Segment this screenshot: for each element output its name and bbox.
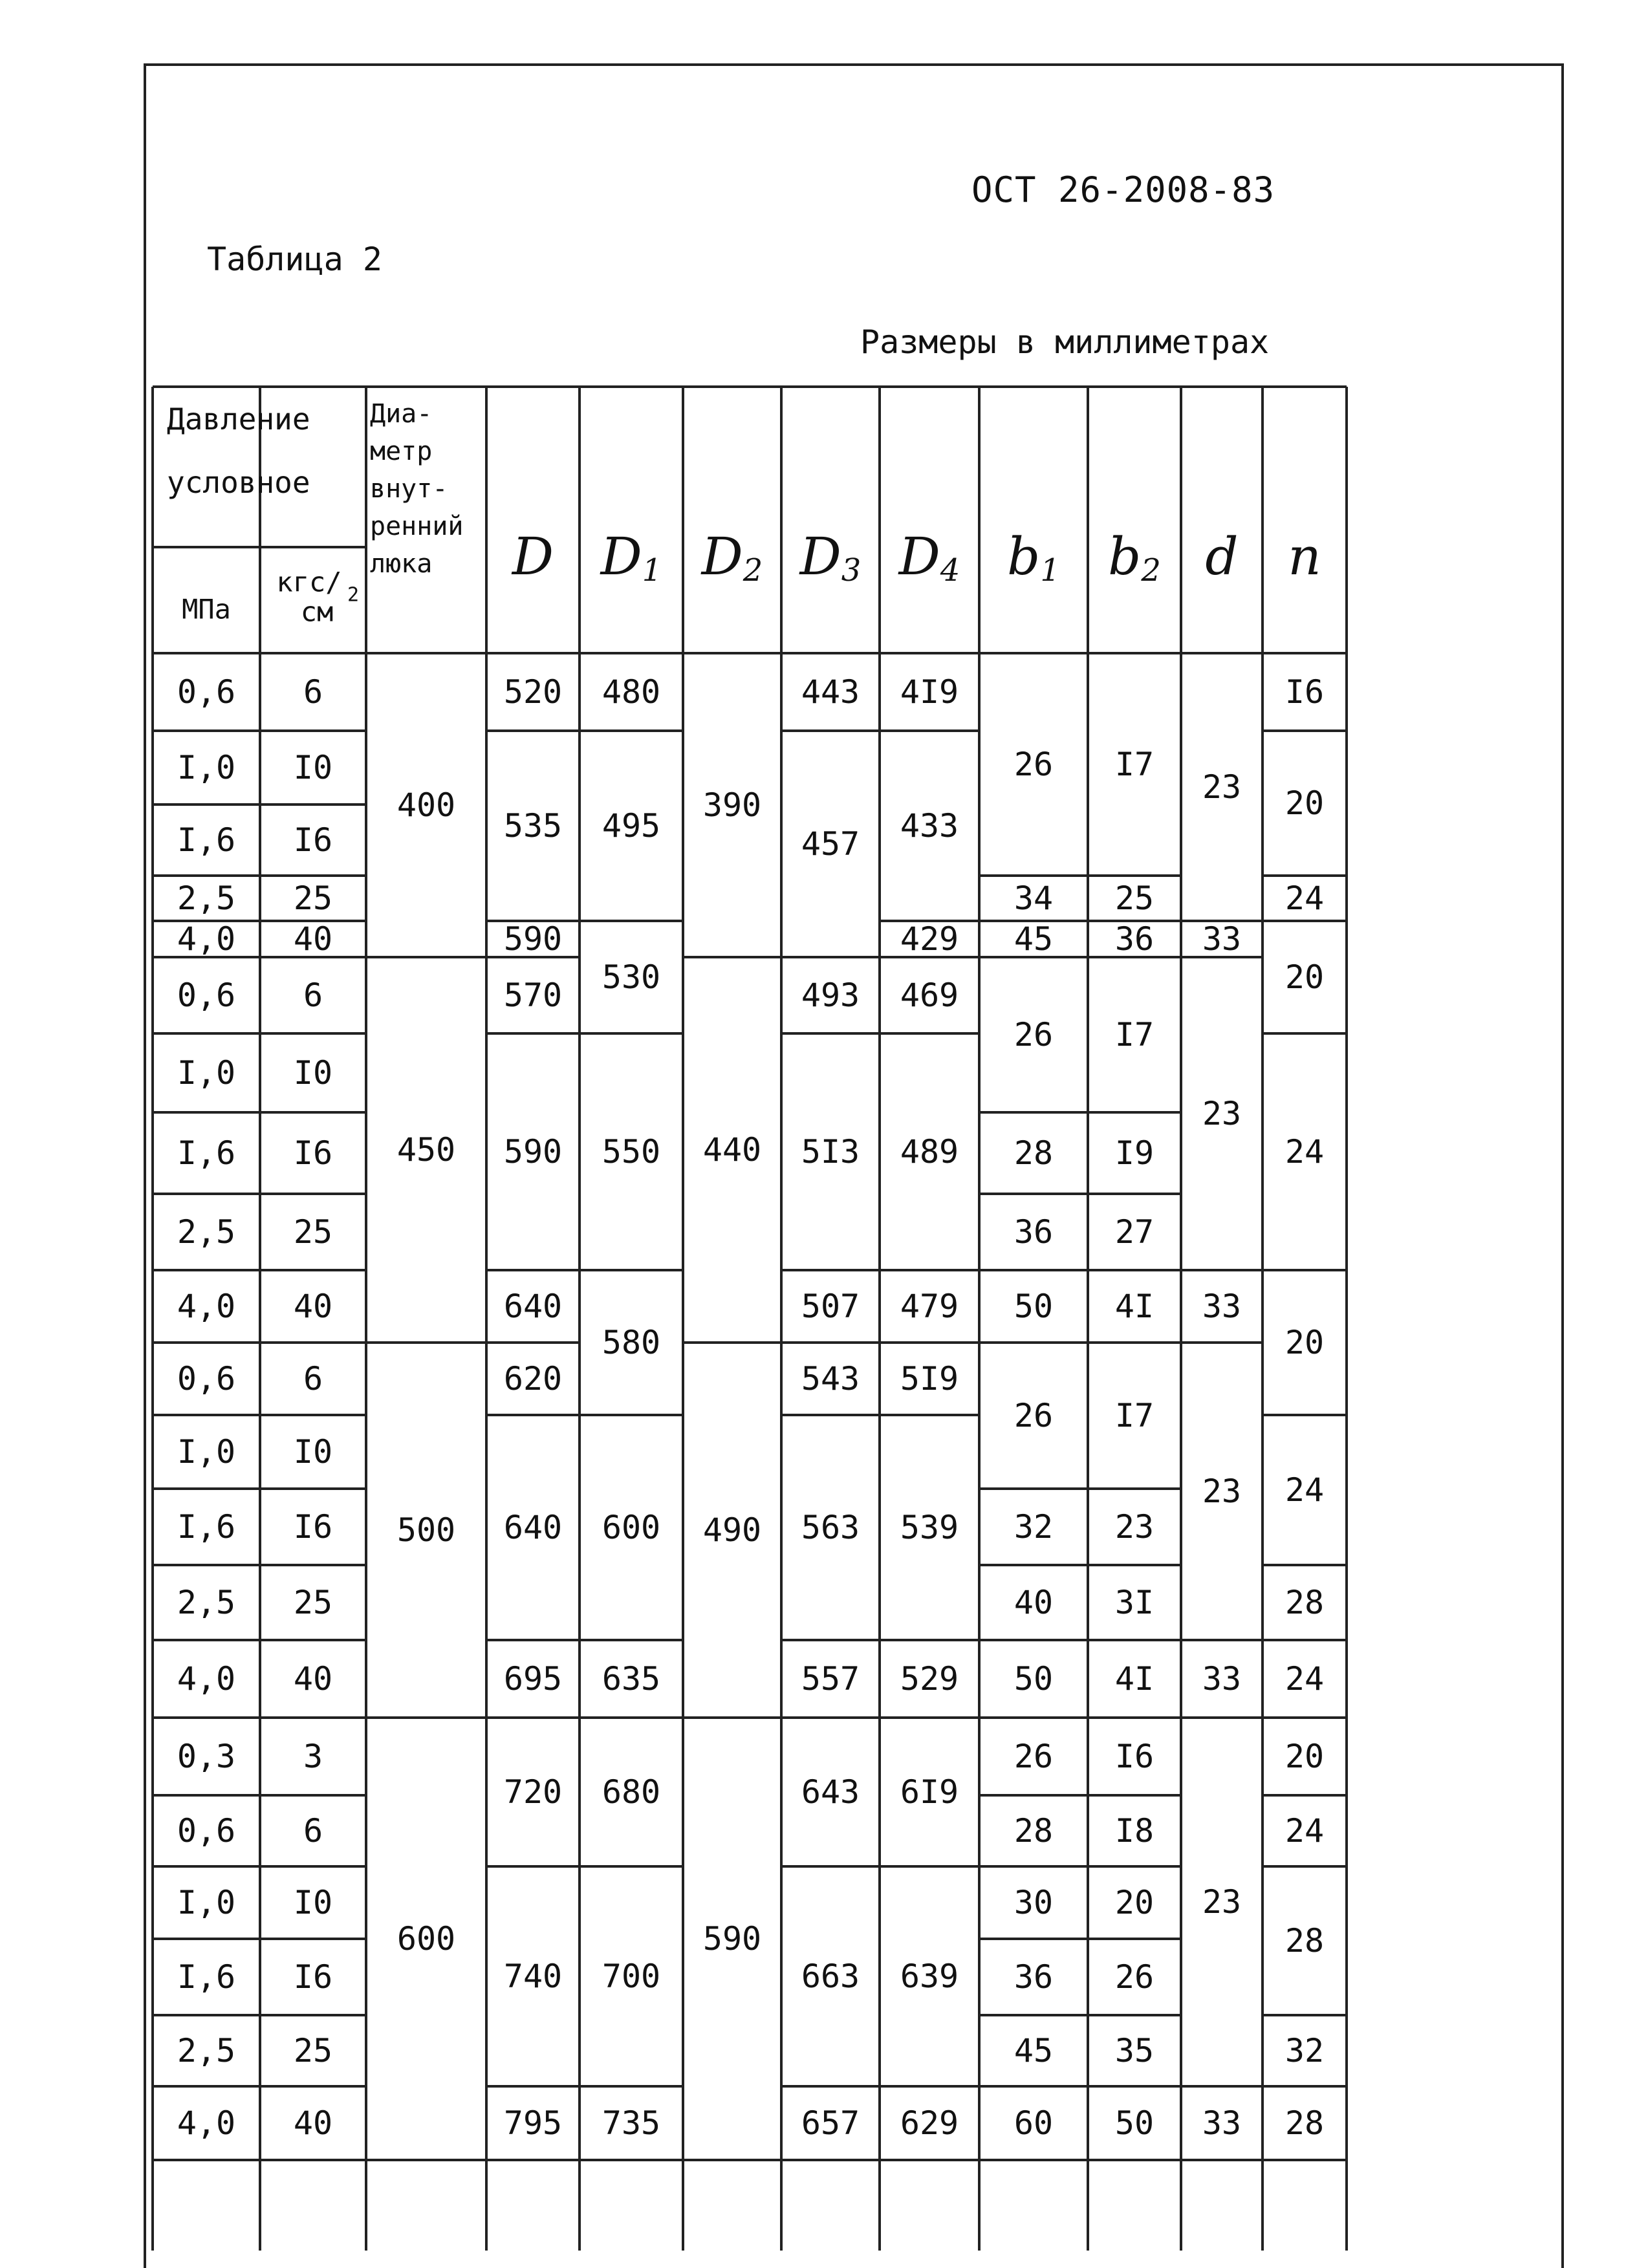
cell-value: 590 bbox=[702, 1920, 762, 1958]
cell-value: 20 bbox=[1285, 784, 1325, 822]
cell-mpa: 0,6 bbox=[177, 977, 236, 1014]
cell-value: 23 bbox=[1202, 1473, 1242, 1510]
cell-value: 663 bbox=[801, 1958, 860, 1995]
cell-value: 36 bbox=[1014, 1958, 1054, 1996]
header-D4: $D_4$ bbox=[898, 526, 960, 589]
cell-value: 50 bbox=[1014, 1288, 1054, 1325]
cell-value: 433 bbox=[900, 807, 959, 845]
cell-kgf: 40 bbox=[293, 1660, 333, 1698]
header-D2: $D_2$ bbox=[701, 526, 763, 589]
cell-value: 740 bbox=[503, 1958, 563, 1995]
cell-kgf: I6 bbox=[293, 1508, 333, 1546]
cell-value: 580 bbox=[602, 1324, 661, 1361]
cell-mpa: 2,5 bbox=[177, 1584, 236, 1621]
cell-value: 28 bbox=[1285, 1584, 1325, 1621]
cell-value: 26 bbox=[1114, 1958, 1154, 1996]
cell-value: 28 bbox=[1285, 2104, 1325, 2142]
cell-value: 700 bbox=[602, 1958, 661, 1995]
cell-value: 24 bbox=[1285, 1133, 1325, 1171]
cell-value: 50 bbox=[1114, 2104, 1154, 2142]
cell-value: 400 bbox=[396, 786, 456, 824]
cell-kgf: 3 bbox=[303, 1738, 323, 1775]
cell-mpa: 0,6 bbox=[177, 673, 236, 711]
cell-mpa: 4,0 bbox=[177, 1288, 236, 1325]
cell-kgf: 40 bbox=[293, 920, 333, 958]
cell-value: 24 bbox=[1285, 1660, 1325, 1698]
cell-value: 457 bbox=[801, 825, 860, 863]
header-diameter: метр bbox=[370, 437, 433, 466]
cell-value: 36 bbox=[1114, 920, 1154, 958]
cell-kgf: 40 bbox=[293, 2104, 333, 2142]
cell-kgf: 6 bbox=[303, 1812, 323, 1850]
cell-value: 3I bbox=[1114, 1584, 1154, 1621]
cell-kgf: I0 bbox=[293, 1054, 333, 1092]
header-n: n bbox=[1288, 526, 1321, 587]
cell-value: 680 bbox=[602, 1773, 661, 1811]
cell-value: 563 bbox=[801, 1509, 860, 1546]
cell-value: I7 bbox=[1114, 1397, 1154, 1434]
cell-value: 539 bbox=[900, 1509, 959, 1546]
units-note: Размеры в миллиметрах bbox=[860, 323, 1270, 361]
cell-value: 23 bbox=[1114, 1508, 1154, 1546]
cell-value: 450 bbox=[396, 1131, 456, 1169]
cell-value: 50 bbox=[1014, 1660, 1054, 1698]
cell-value: 489 bbox=[900, 1133, 959, 1171]
cell-value: 490 bbox=[702, 1511, 762, 1549]
table-title: Таблица 2 bbox=[207, 241, 382, 278]
cell-kgf: 6 bbox=[303, 977, 323, 1014]
cell-value: 535 bbox=[503, 807, 563, 845]
cell-value: 33 bbox=[1202, 920, 1242, 958]
cell-mpa: I,0 bbox=[177, 1433, 236, 1471]
cell-value: 640 bbox=[503, 1509, 563, 1546]
cell-value: I7 bbox=[1114, 1016, 1154, 1053]
cell-value: 32 bbox=[1014, 1508, 1054, 1546]
cell-value: 640 bbox=[503, 1288, 563, 1325]
cell-value: 695 bbox=[503, 1660, 563, 1698]
cell-kgf: 6 bbox=[303, 1360, 323, 1398]
cell-value: 639 bbox=[900, 1958, 959, 1995]
cell-value: 23 bbox=[1202, 1095, 1242, 1132]
cell-value: 35 bbox=[1114, 2032, 1154, 2069]
cell-kgf: I0 bbox=[293, 1433, 333, 1471]
cell-value: 23 bbox=[1202, 1883, 1242, 1921]
cell-value: 530 bbox=[602, 958, 661, 996]
cell-value: 657 bbox=[801, 2104, 860, 2142]
cell-value: 550 bbox=[602, 1133, 661, 1171]
cell-mpa: I,0 bbox=[177, 1884, 236, 1921]
cell-mpa: 0,3 bbox=[177, 1738, 236, 1775]
cell-value: 390 bbox=[702, 786, 762, 824]
cell-kgf: I0 bbox=[293, 749, 333, 786]
cell-value: 30 bbox=[1014, 1884, 1054, 1921]
cell-kgf: 40 bbox=[293, 1288, 333, 1325]
cell-mpa: 2,5 bbox=[177, 2032, 236, 2069]
cell-kgf: I0 bbox=[293, 1884, 333, 1921]
cell-value: 469 bbox=[900, 977, 959, 1014]
cell-value: 4I bbox=[1114, 1660, 1154, 1698]
cell-mpa: I,6 bbox=[177, 1508, 236, 1546]
cell-value: I6 bbox=[1285, 673, 1325, 711]
cell-value: 480 bbox=[602, 673, 661, 711]
cell-value: 20 bbox=[1285, 1738, 1325, 1775]
cell-value: 26 bbox=[1014, 1016, 1054, 1053]
cell-value: 26 bbox=[1014, 1738, 1054, 1775]
cell-mpa: I,0 bbox=[177, 1054, 236, 1092]
cell-value: 28 bbox=[1285, 1922, 1325, 1960]
cell-value: 590 bbox=[503, 1133, 563, 1171]
cell-value: 33 bbox=[1202, 1288, 1242, 1325]
cell-value: 26 bbox=[1014, 1397, 1054, 1434]
cell-value: 45 bbox=[1014, 920, 1054, 958]
cell-value: 28 bbox=[1014, 1812, 1054, 1850]
cell-mpa: 0,6 bbox=[177, 1360, 236, 1398]
cell-value: 45 bbox=[1014, 2032, 1054, 2069]
cell-value: 6I9 bbox=[900, 1773, 959, 1811]
cell-value: 495 bbox=[602, 807, 661, 845]
header-D: D bbox=[512, 526, 554, 587]
cell-value: 24 bbox=[1285, 1471, 1325, 1509]
cell-value: 33 bbox=[1202, 1660, 1242, 1698]
cell-value: I8 bbox=[1114, 1812, 1154, 1850]
cell-kgf: 25 bbox=[293, 880, 333, 917]
cell-value: 60 bbox=[1014, 2104, 1054, 2142]
cell-value: 429 bbox=[900, 920, 959, 958]
cell-value: 20 bbox=[1114, 1884, 1154, 1921]
cell-value: 643 bbox=[801, 1773, 860, 1811]
cell-value: 4I9 bbox=[900, 673, 959, 711]
cell-value: 5I3 bbox=[801, 1133, 860, 1171]
cell-value: 25 bbox=[1114, 880, 1154, 917]
cell-value: 620 bbox=[503, 1360, 563, 1398]
cell-kgf: I6 bbox=[293, 1134, 333, 1172]
cell-value: I7 bbox=[1114, 746, 1154, 783]
cell-value: 32 bbox=[1285, 2032, 1325, 2069]
header-diameter: люка bbox=[370, 549, 433, 579]
cell-mpa: I,6 bbox=[177, 821, 236, 859]
header-diameter: внут- bbox=[370, 474, 448, 504]
cell-value: 507 bbox=[801, 1288, 860, 1325]
cell-value: 520 bbox=[503, 673, 563, 711]
cell-value: 5I9 bbox=[900, 1360, 959, 1398]
cell-value: 28 bbox=[1014, 1134, 1054, 1172]
header-mpa: МПа bbox=[182, 593, 231, 625]
cell-value: 20 bbox=[1285, 1324, 1325, 1361]
header-kgf: кгс/ bbox=[276, 566, 342, 598]
cell-kgf: I6 bbox=[293, 1958, 333, 1996]
cell-value: 590 bbox=[503, 920, 563, 958]
cell-mpa: I,6 bbox=[177, 1134, 236, 1172]
cell-mpa: I,0 bbox=[177, 749, 236, 786]
cell-value: 600 bbox=[396, 1920, 456, 1958]
header-kgf: 2 bbox=[347, 583, 360, 607]
cell-kgf: 6 bbox=[303, 673, 323, 711]
cell-mpa: 2,5 bbox=[177, 1213, 236, 1251]
cell-value: 493 bbox=[801, 977, 860, 1014]
cell-value: 24 bbox=[1285, 880, 1325, 917]
cell-value: I6 bbox=[1114, 1738, 1154, 1775]
header-diameter: Диа- bbox=[370, 399, 433, 429]
header-b2: $b_2$ bbox=[1108, 526, 1161, 589]
cell-value: 24 bbox=[1285, 1812, 1325, 1850]
cell-mpa: I,6 bbox=[177, 1958, 236, 1996]
cell-kgf: 25 bbox=[293, 1584, 333, 1621]
cell-mpa: 4,0 bbox=[177, 2104, 236, 2142]
document-code: ОСТ 26-2008-83 bbox=[971, 169, 1275, 210]
cell-value: 479 bbox=[900, 1288, 959, 1325]
cell-value: 635 bbox=[602, 1660, 661, 1698]
cell-kgf: I6 bbox=[293, 821, 333, 859]
cell-value: 557 bbox=[801, 1660, 860, 1698]
cell-value: 795 bbox=[503, 2104, 563, 2142]
cell-value: 570 bbox=[503, 977, 563, 1014]
cell-kgf: 25 bbox=[293, 1213, 333, 1251]
cell-value: 500 bbox=[396, 1511, 456, 1549]
cell-value: 443 bbox=[801, 673, 860, 711]
header-b1: $b_1$ bbox=[1007, 526, 1060, 589]
cell-value: 40 bbox=[1014, 1584, 1054, 1621]
cell-value: 20 bbox=[1285, 958, 1325, 996]
cell-value: 27 bbox=[1114, 1213, 1154, 1251]
header-diameter: ренний bbox=[370, 512, 464, 541]
cell-value: 440 bbox=[702, 1131, 762, 1169]
cell-value: 735 bbox=[602, 2104, 661, 2142]
header-D1: $D_1$ bbox=[600, 526, 662, 589]
header-d: d bbox=[1205, 526, 1239, 587]
cell-mpa: 2,5 bbox=[177, 880, 236, 917]
cell-value: 720 bbox=[503, 1773, 563, 1811]
cell-mpa: 0,6 bbox=[177, 1812, 236, 1850]
cell-value: 543 bbox=[801, 1360, 860, 1398]
cell-value: 4I bbox=[1114, 1288, 1154, 1325]
cell-kgf: 25 bbox=[293, 2032, 333, 2069]
cell-mpa: 4,0 bbox=[177, 920, 236, 958]
cell-value: 529 bbox=[900, 1660, 959, 1698]
cell-value: 629 bbox=[900, 2104, 959, 2142]
cell-value: 34 bbox=[1014, 880, 1054, 917]
header-kgf: см bbox=[300, 596, 334, 628]
cell-value: 23 bbox=[1202, 768, 1242, 806]
header-pressure: Давление bbox=[167, 402, 310, 437]
header-D3: $D_3$ bbox=[799, 526, 862, 589]
cell-value: I9 bbox=[1114, 1134, 1154, 1172]
cell-value: 33 bbox=[1202, 2104, 1242, 2142]
cell-value: 600 bbox=[602, 1509, 661, 1546]
cell-mpa: 4,0 bbox=[177, 1660, 236, 1698]
header-pressure: условное bbox=[167, 465, 310, 500]
cell-value: 26 bbox=[1014, 746, 1054, 783]
cell-value: 36 bbox=[1014, 1213, 1054, 1251]
